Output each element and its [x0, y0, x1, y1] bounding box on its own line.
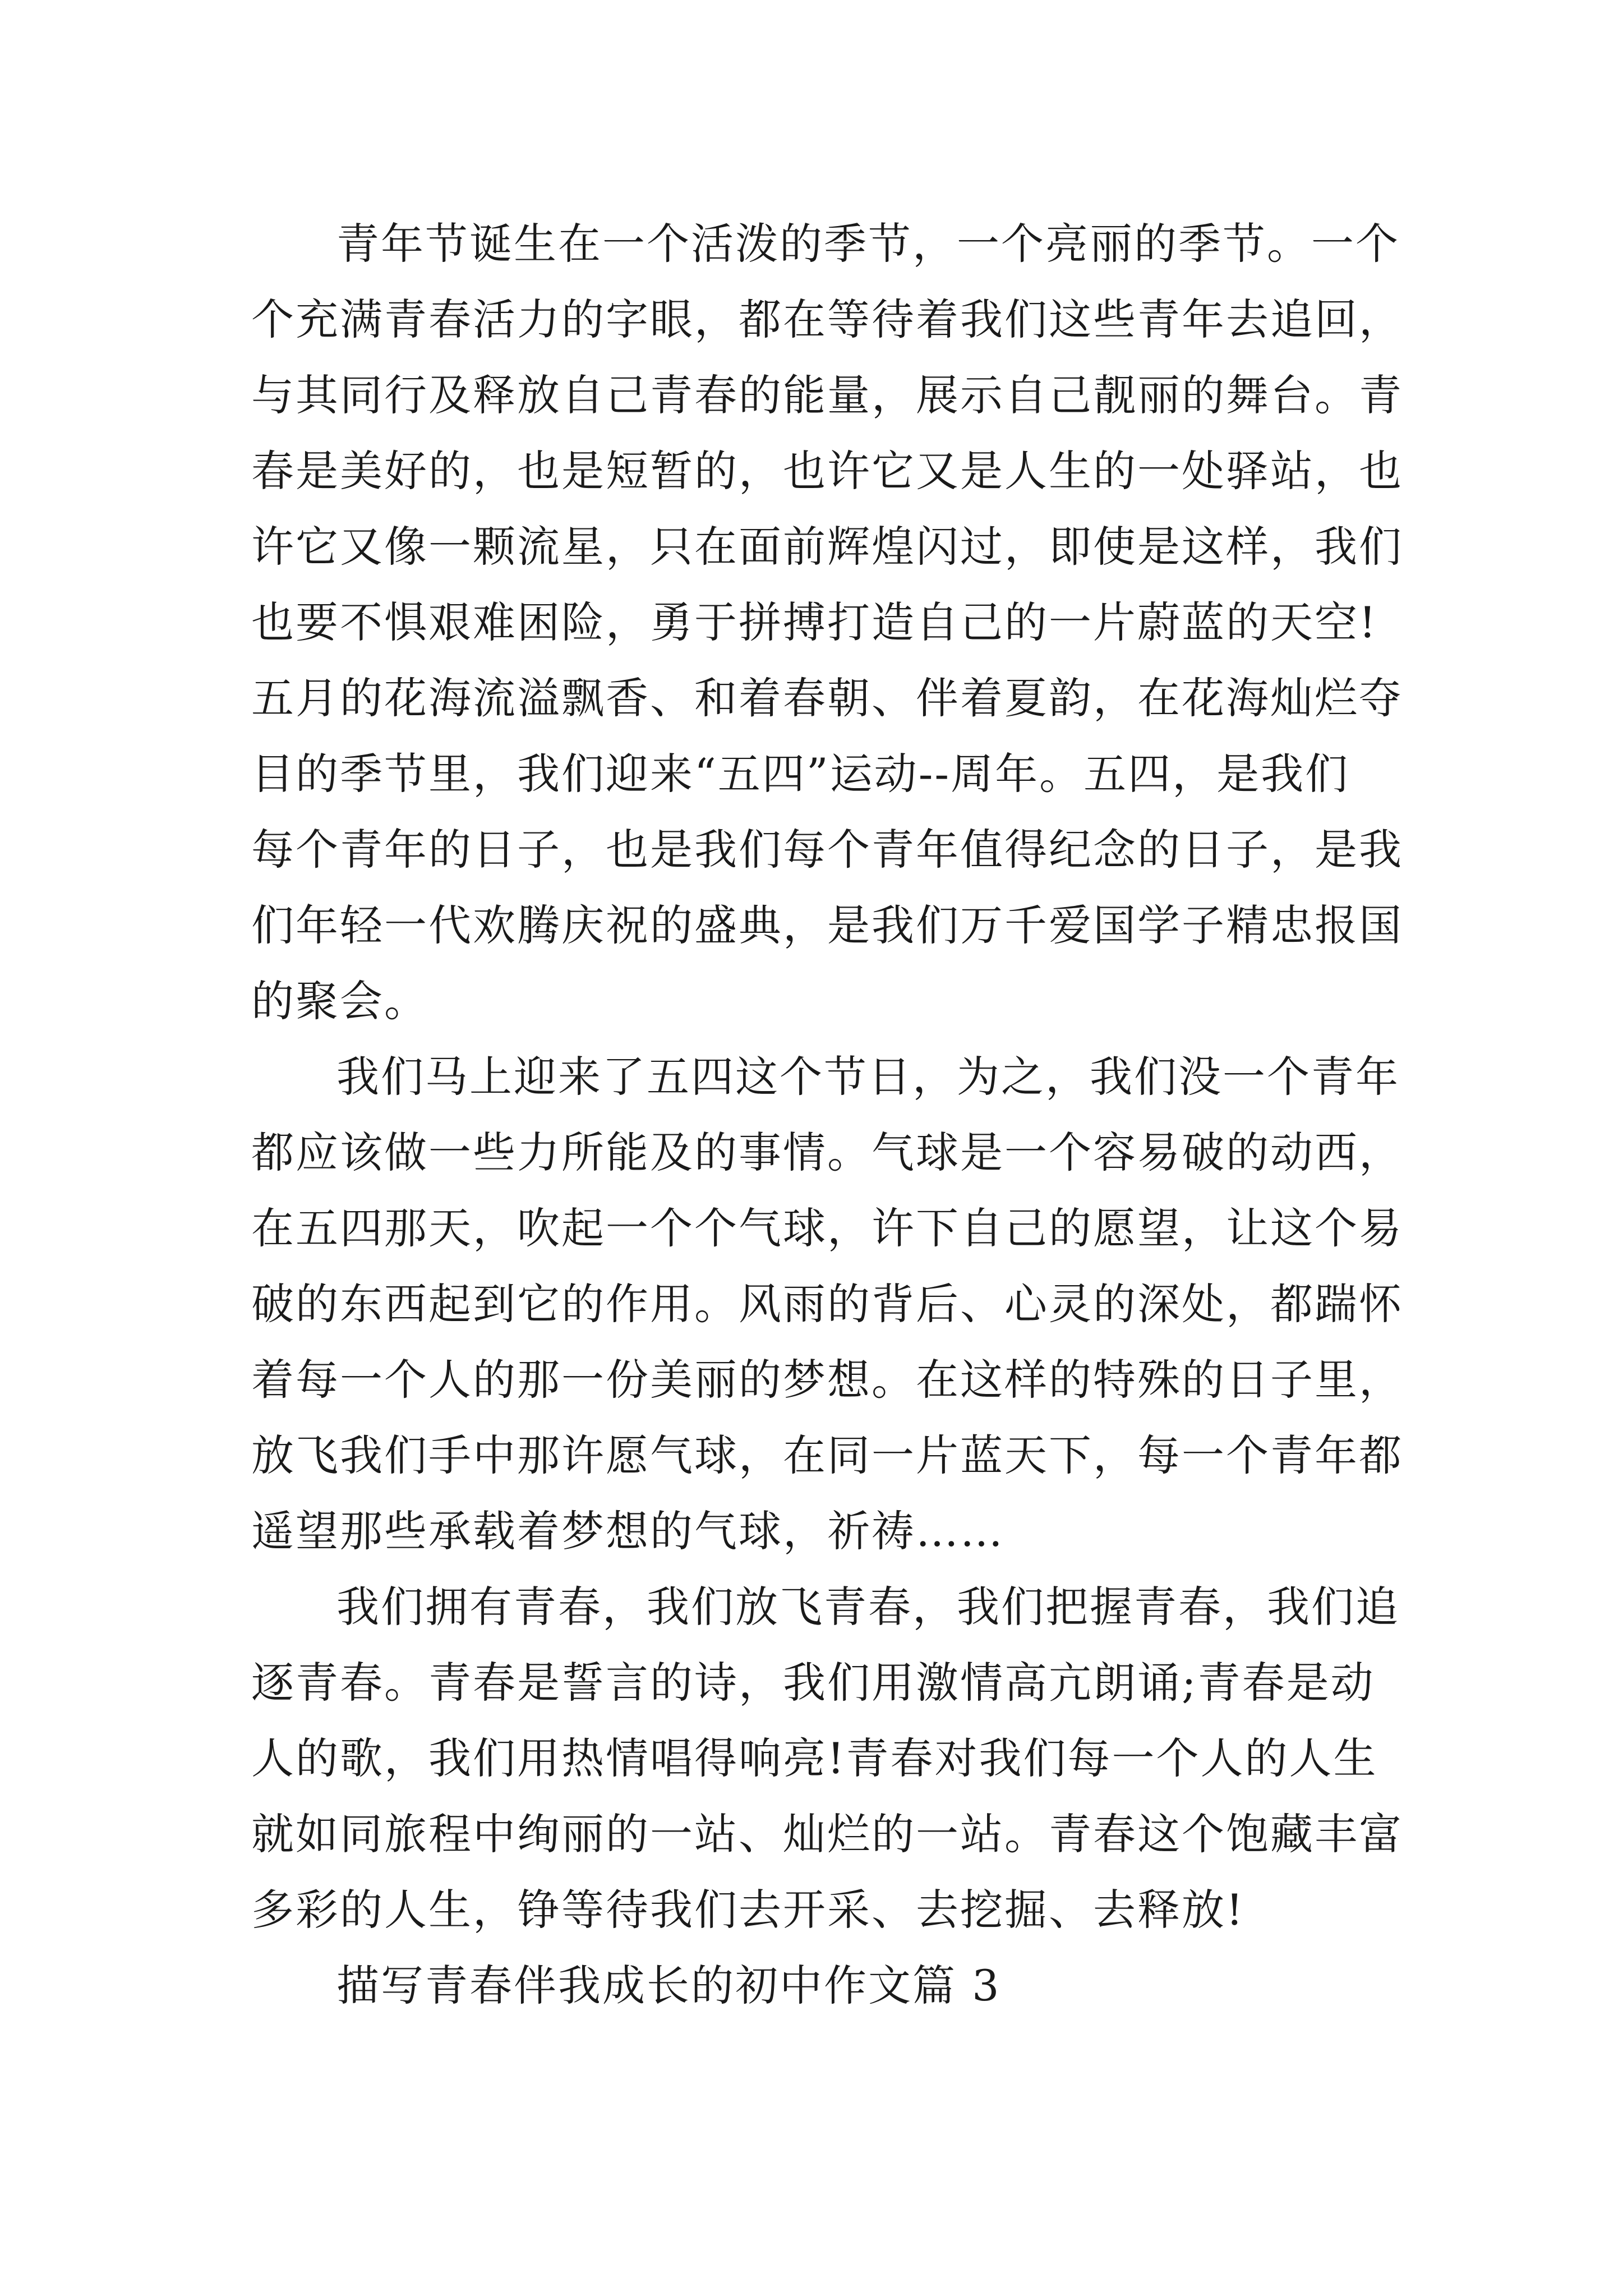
paragraph-line: 都应该做一些力所能及的事情。气球是一个容易破的动西，: [251, 1128, 1403, 1177]
paragraph-line: 我们拥有青春，我们放飞青春，我们把握青春，我们追: [336, 1582, 1400, 1632]
paragraph-line: 也要不惧艰难困险，勇于拼搏打造自己的一片蔚蓝的天空!: [251, 597, 1378, 647]
paragraph-line: 春是美好的，也是短暂的，也许它又是人生的一处驿站，也: [251, 446, 1403, 496]
paragraph-line: 目的季节里，我们迎来“五四”运动--周年。五四，是我们: [251, 749, 1350, 799]
paragraph-line: 破的东西起到它的作用。风雨的背后、心灵的深处，都踹怀: [251, 1279, 1403, 1329]
paragraph-line: 个充满青春活力的字眼，都在等待着我们这些青年去追回，: [251, 295, 1403, 344]
paragraph-line: 在五四那天，吹起一个个气球，许下自己的愿望，让这个易: [251, 1203, 1403, 1253]
paragraph-line: 着每一个人的那一份美丽的梦想。在这样的特殊的日子里，: [251, 1355, 1403, 1405]
paragraph-line: 与其同行及释放自己青春的能量，展示自己靓丽的舞台。青: [251, 370, 1403, 420]
paragraph-line: 我们马上迎来了五四这个节日，为之，我们没一个青年: [336, 1052, 1400, 1102]
paragraph-line: 每个青年的日子，也是我们每个青年值得纪念的日子，是我: [251, 825, 1403, 875]
paragraph-line: 五月的花海流溢飘香、和着春朝、伴着夏韵，在花海灿烂夺: [251, 673, 1403, 723]
paragraph-line: 放飞我们手中那许愿气球，在同一片蓝天下，每一个青年都: [251, 1430, 1403, 1480]
paragraph-line: 的聚会。: [251, 976, 428, 1026]
section-heading: 描写青春伴我成长的初中作文篇 3: [336, 1961, 1001, 2010]
paragraph-line: 遥望那些承载着梦想的气球，祈祷……: [251, 1506, 1004, 1556]
paragraph-line: 许它又像一颗流星，只在面前辉煌闪过，即使是这样，我们: [251, 522, 1403, 572]
paragraph-line: 逐青春。青春是誓言的诗，我们用激情高亢朗诵;青春是动: [251, 1658, 1375, 1708]
paragraph-line: 们年轻一代欢腾庆祝的盛典，是我们万千爱国学子精忠报国: [251, 900, 1403, 950]
paragraph-line: 青年节诞生在一个活泼的季节，一个亮丽的季节。一个: [336, 219, 1400, 269]
paragraph-line: 就如同旅程中绚丽的一站、灿烂的一站。青春这个饱藏丰富: [251, 1809, 1403, 1859]
paragraph-line: 人的歌，我们用热情唱得响亮!青春对我们每一个人的人生: [251, 1733, 1378, 1783]
paragraph-line: 多彩的人生，铮等待我们去开采、去挖掘、去释放!: [251, 1885, 1245, 1935]
